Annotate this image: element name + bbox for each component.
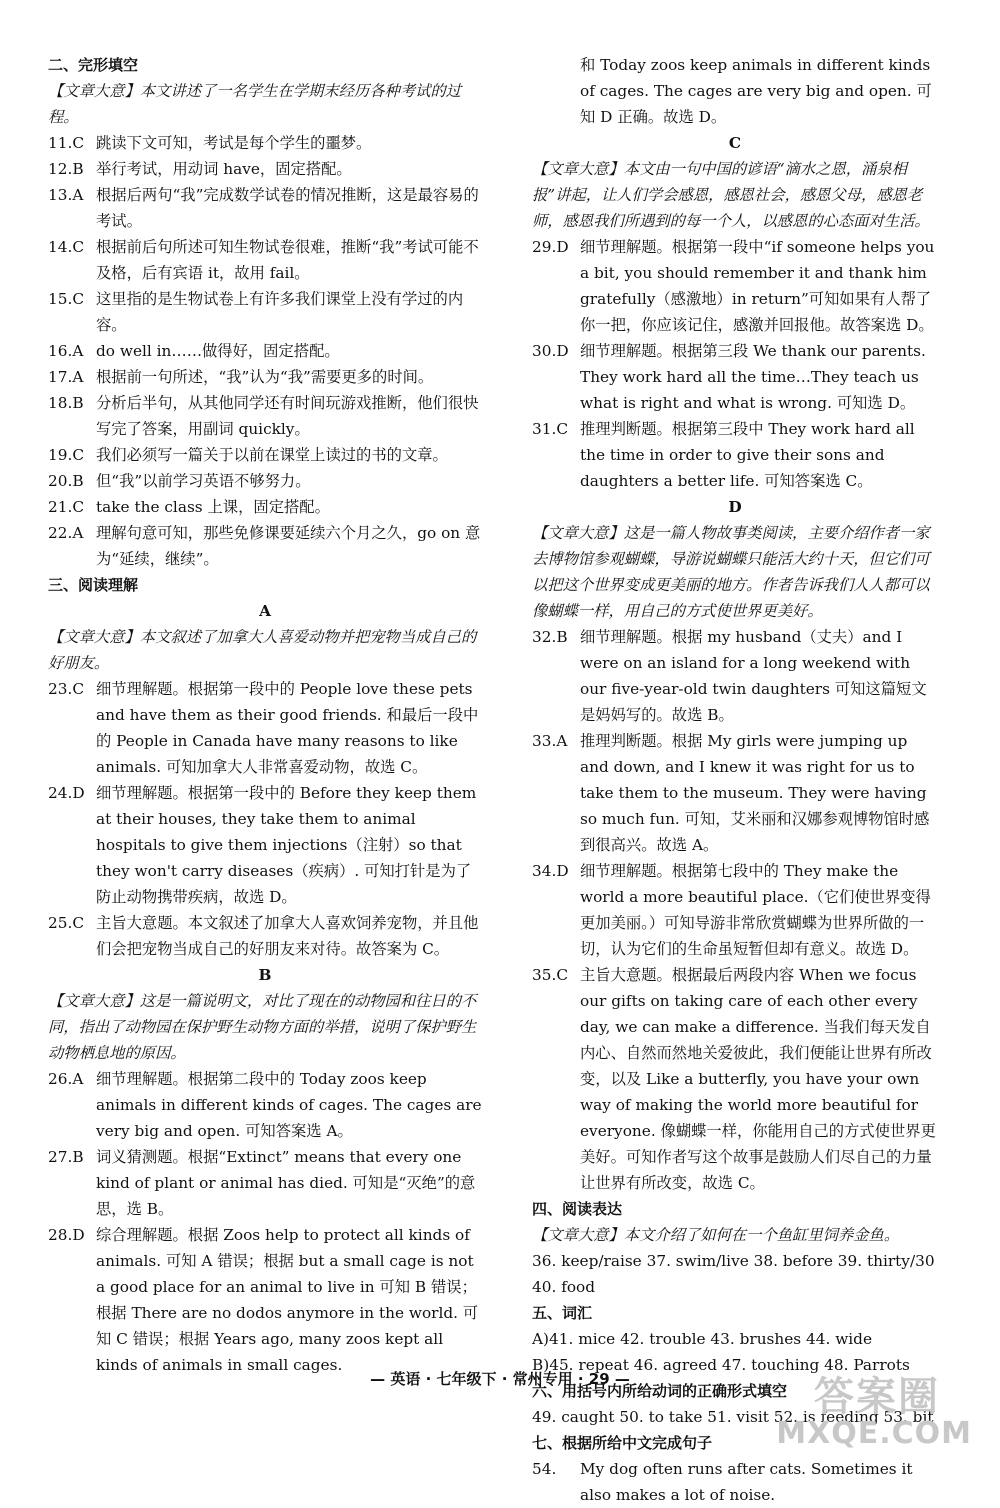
answer-number: 16.A bbox=[48, 342, 84, 360]
section-heading: 二、完形填空 bbox=[48, 56, 139, 74]
answer-item bbox=[48, 520, 482, 572]
answer-item bbox=[48, 676, 482, 780]
answer-line: B)45. repeat 46. agreed 47. touching 48. Parrots bbox=[532, 1356, 910, 1374]
answer-number: 18.B bbox=[48, 394, 84, 412]
answer-number: 11.C bbox=[48, 134, 85, 152]
watermark-logo bbox=[776, 1365, 972, 1451]
answer-explanation: 推理判断题。根据第三段中 They work hard all the time in order to give their sons and daughters a better life. 可知答案选 C。 bbox=[580, 420, 915, 490]
answer-item bbox=[48, 1066, 482, 1144]
answer-explanation: 综合理解题。根据 Zoos help to protect all kinds of animals. 可知 A 错误；根据 but a small cage is not a good place for an animal to live in 可知 B 错误；根据 There are no dodos anymore in the world. 可知 C 错误；根据 Years ago, many zoos kept all kinds of animals in small cages. bbox=[96, 1226, 479, 1374]
answer-explanation: 细节理解题。根据第二段中的 Today zoos keep animals in different kinds of cages. The cages are very big and open. 可知答案选 A。 bbox=[96, 1070, 482, 1140]
answer-item bbox=[48, 130, 482, 156]
answer-number: 14.C bbox=[48, 238, 85, 256]
answer-item bbox=[48, 390, 482, 442]
answer-explanation: 理解句意可知，那些免修课要延续六个月之久，go on 意为“延续，继续”。 bbox=[96, 524, 481, 568]
article-summary: 【文章大意】本文介绍了如何在一个鱼缸里饲养金鱼。 bbox=[532, 1226, 900, 1244]
answer-number: 23.C bbox=[48, 680, 85, 698]
answer-number: 30.D bbox=[532, 342, 569, 360]
passage-label: D bbox=[728, 498, 742, 516]
answer-item bbox=[48, 494, 482, 520]
answer-number: 35.C bbox=[532, 966, 569, 984]
passage-label: C bbox=[728, 134, 742, 152]
answer-item bbox=[48, 910, 482, 962]
section-heading: 三、阅读理解 bbox=[48, 576, 139, 594]
answer-item bbox=[48, 338, 482, 364]
right-column bbox=[532, 52, 938, 1508]
answer-item bbox=[48, 182, 482, 234]
answer-number: 20.B bbox=[48, 472, 84, 490]
answer-explanation: 根据后两句“我”完成数学试卷的情况推断，这是最容易的考试。 bbox=[96, 186, 479, 230]
answer-item bbox=[48, 364, 482, 390]
answer-number: 15.C bbox=[48, 290, 85, 308]
page-footer: — 英语 · 七年级下 · 常州专用 · 29 — bbox=[370, 1370, 630, 1388]
section-heading: 六、用括号内所给动词的正确形式填空 bbox=[532, 1382, 788, 1400]
answer-explanation: 根据前后句所述可知生物试卷很难，推断“我”考试可能不及格，后有宾语 it，故用 fail。 bbox=[96, 238, 479, 282]
answer-number: 12.B bbox=[48, 160, 84, 178]
answer-item bbox=[48, 1222, 482, 1378]
article-summary: 【文章大意】这是一篇说明文，对比了现在的动物园和往日的不同，指出了动物园在保护野生动物方面的举措，说明了保护野生动物栖息地的原因。 bbox=[48, 992, 477, 1062]
answer-explanation: 这里指的是生物试卷上有许多我们课堂上没有学过的内容。 bbox=[96, 290, 464, 334]
answer-number: 19.C bbox=[48, 446, 85, 464]
answer-explanation: 细节理解题。根据第三段 We thank our parents. They work hard all the time…They teach us what is right and what is wrong. 可知选 D。 bbox=[580, 342, 926, 412]
answer-item bbox=[48, 156, 482, 182]
article-summary: 【文章大意】本文由一句中国的谚语“滴水之恩，涌泉相报”讲起，让人们学会感恩，感恩社会，感恩父母，感恩老师，感恩我们所遇到的每一个人，以感恩的心态面对生活。 bbox=[532, 160, 930, 230]
answer-explanation: 细节理解题。根据第一段中的 People love these pets and have them as their good friends. 和最后一段中的 People in Canada have many reasons to like animals. 可知加拿大人非常喜爱动物，故选 C。 bbox=[96, 680, 479, 776]
answer-explanation: 细节理解题。根据第一段中的 Before they keep them at their houses, they take them to animal hospitals to give them injections（注射）so that they won't carry diseases（疾病）. 可知打针是为了防止动物携带疾病，故选 D。 bbox=[96, 784, 477, 906]
answer-explanation: 细节理解题。根据 my husband（丈夫）and I were on an island for a long weekend with our five-year-old twin daughters 可知这篇短文是妈妈写的。故选 B。 bbox=[580, 628, 927, 724]
answer-explanation: 主旨大意题。根据最后两段内容 When we focus our gifts on taking care of each other every day, we can make a difference. 当我们每天发自内心、自然而然地关爱彼此，我们便能让世界有所改变，以及 Like a butterfly, you have your own way of making the world more beautiful for everyone. 像蝴蝶一样，你能用自己的方式使世界更美好。可知作者写这个故事是鼓励人们尽自己的力量让世界有所改变，故选 C。 bbox=[580, 966, 936, 1192]
answer-number: 29.D bbox=[532, 238, 569, 256]
answer-explanation: do well in……做得好，固定搭配。 bbox=[96, 342, 340, 360]
article-summary: 【文章大意】这是一篇人物故事类阅读，主要介绍作者一家去博物馆参观蝴蝶，导游说蝴蝶只能活大约十天，但它们可以把这个世界变成更美丽的地方。作者告诉我们人人都可以像蝴蝶一样，用自己的方式使世界更美好。 bbox=[532, 524, 930, 620]
answer-explanation: take the class 上课，固定搭配。 bbox=[96, 498, 330, 516]
answer-item bbox=[48, 442, 482, 468]
answer-item bbox=[532, 1456, 938, 1508]
answer-explanation: 我们必须写一篇关于以前在课堂上读过的书的文章。 bbox=[96, 446, 448, 464]
answer-number: 17.A bbox=[48, 368, 84, 386]
passage-label: A bbox=[259, 602, 271, 620]
answer-explanation: 推理判断题。根据 My girls were jumping up and down, and I knew it was right for us to take them to the museum. They were having so much fun. 可知，艾米丽和汉娜参观博物馆时感到很高兴。故选 A。 bbox=[580, 732, 930, 854]
answer-continuation: 和 Today zoos keep animals in different kinds of cages. The cages are very big and open. 可知 D 正确。故选 D。 bbox=[580, 56, 932, 126]
section-heading: 七、根据所给中文完成句子 bbox=[532, 1434, 713, 1452]
answer-number: 27.B bbox=[48, 1148, 84, 1166]
answer-explanation: 跳读下文可知，考试是每个学生的噩梦。 bbox=[96, 134, 372, 152]
answer-number: 26.A bbox=[48, 1070, 84, 1088]
answer-explanation: 举行考试，用动词 have，固定搭配。 bbox=[96, 160, 352, 178]
section-heading: 五、词汇 bbox=[532, 1304, 593, 1322]
answer-line: 40. food bbox=[532, 1278, 596, 1296]
answer-item bbox=[532, 338, 938, 416]
answer-item bbox=[48, 780, 482, 910]
answer-explanation: 细节理解题。根据第一段中“if someone helps you a bit, you should remember it and thank him gratefully（感激地）in return”可知如果有人帮了你一把，你应该记住，感激并回报他。故答案选 D。 bbox=[580, 238, 935, 334]
answer-explanation: 分析后半句，从其他同学还有时间玩游戏推断，他们很快写完了答案，用副词 quickly。 bbox=[96, 394, 479, 438]
answer-number: 28.D bbox=[48, 1226, 85, 1244]
article-summary: 【文章大意】本文讲述了一名学生在学期末经历各种考试的过程。 bbox=[48, 82, 462, 126]
answer-number: 31.C bbox=[532, 420, 569, 438]
article-summary: 【文章大意】本文叙述了加拿大人喜爱动物并把宠物当成自己的好朋友。 bbox=[48, 628, 477, 672]
answer-number: 13.A bbox=[48, 186, 84, 204]
answer-number: 24.D bbox=[48, 784, 85, 802]
watermark-url: MXQE.COM bbox=[776, 1416, 972, 1451]
answer-number: 33.A bbox=[532, 732, 568, 750]
answer-item bbox=[532, 962, 938, 1196]
answer-explanation: 细节理解题。根据第七段中的 They make the world a more beautiful place.（它们使世界变得更加美丽。）可知导游非常欣赏蝴蝶为世界所做的一切，认为它们的生命虽短暂但却有意义。故选 D。 bbox=[580, 862, 931, 958]
answer-number: 22.A bbox=[48, 524, 84, 542]
answer-number: 54. bbox=[532, 1460, 557, 1478]
answer-item bbox=[48, 234, 482, 286]
answer-explanation: 词义猜测题。根据“Extinct” means that every one kind of plant or animal has died. 可知是“灭绝”的意思，选 B。 bbox=[96, 1148, 476, 1218]
answer-explanation: My dog often runs after cats. Sometimes it also makes a lot of noise. bbox=[580, 1460, 913, 1504]
answer-item bbox=[532, 858, 938, 962]
answer-item bbox=[532, 624, 938, 728]
answer-item bbox=[48, 1144, 482, 1222]
section-heading: 四、阅读表达 bbox=[532, 1200, 623, 1218]
answer-line: A)41. mice 42. trouble 43. brushes 44. wide bbox=[532, 1330, 873, 1348]
answer-explanation: 根据前一句所述，“我”认为“我”需要更多的时间。 bbox=[96, 368, 434, 386]
answer-item bbox=[48, 286, 482, 338]
left-column bbox=[48, 52, 482, 1378]
answer-explanation: 但“我”以前学习英语不够努力。 bbox=[96, 472, 311, 490]
answer-number: 21.C bbox=[48, 498, 85, 516]
passage-label: B bbox=[258, 966, 272, 984]
answer-line: 36. keep/raise 37. swim/live 38. before 39. thirty/30 bbox=[532, 1252, 935, 1270]
answer-line: 49. caught 50. to take 51. visit 52. is feeding 53. bit bbox=[532, 1408, 934, 1426]
answer-number: 25.C bbox=[48, 914, 85, 932]
watermark-logo-text: 答案圈 bbox=[814, 1374, 940, 1420]
answer-number: 34.D bbox=[532, 862, 569, 880]
answer-item bbox=[532, 416, 938, 494]
answer-number: 32.B bbox=[532, 628, 568, 646]
answer-item bbox=[532, 234, 938, 338]
answer-item bbox=[48, 468, 482, 494]
answer-explanation: 主旨大意题。本文叙述了加拿大人喜欢饲养宠物，并且他们会把宠物当成自己的好朋友来对待。故答案为 C。 bbox=[96, 914, 479, 958]
answer-item bbox=[532, 728, 938, 858]
